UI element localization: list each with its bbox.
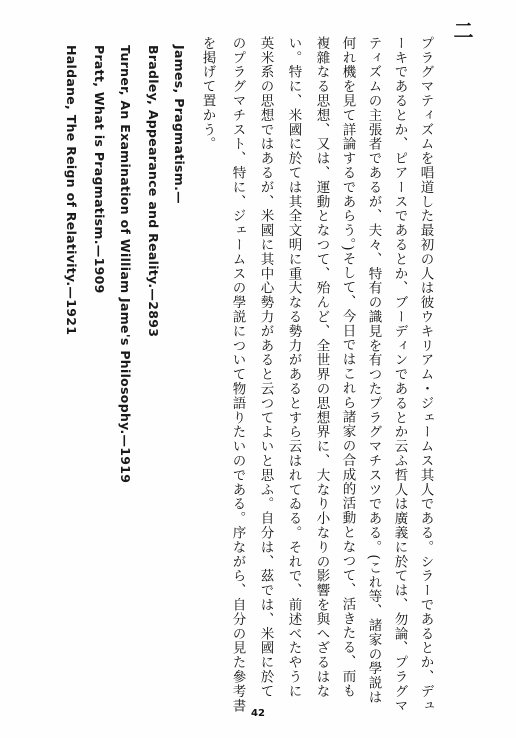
reference-entry: Bradley, Appearance and Reality.—2893 (146, 45, 161, 338)
body-line: のプラグマチスト、特に、ジェームスの學説について物語りたいのである。序ながら、自分の見た參考書 (229, 36, 246, 713)
body-line: 何れ機を見て詳論するであらう。)そして、今日ではこれら諸家の合成的活動となつて、活きたる、而も (339, 36, 356, 698)
body-line: ーキであるとか、ピアースであるとか、ブーディンであるとか云ふ哲人は廣義に於ては、勿論、プラグマ (391, 36, 408, 713)
body-line: を掲げて置かう。 (199, 36, 216, 152)
section-number: 二 (450, 20, 474, 42)
body-line: プラグマティズムを唱道した最初の人は彼ウキリアム・ジェームス其人である。シラーであるとか、デュ (417, 36, 434, 713)
body-line: 複雜なる思想、又は、運動となつて、殆んど、全世界の思想界に、大なり小なりの影響を與へざるはな (313, 36, 330, 699)
reference-entry: James, Pragmatism.— (172, 45, 187, 204)
page-number: 42 (251, 708, 265, 719)
body-line: 英米系の思想ではあるが、米國に其中心勢力があると云つてよいと思ふ。自分は、茲では、米國に於て (257, 36, 274, 699)
body-line: ティズムの主張者であるが、夫々、特有の識見を有つたプラグマチスツである。(これ等、諸家の學説は (365, 36, 382, 705)
reference-entry: Pratt, What is Pragmatism.—1909 (92, 45, 107, 294)
body-line: い。特に、米國に於ては其全文明に重大なる勢力があるとすら云はれてゐる。それで、前述べたやうに (285, 36, 302, 699)
reference-entry: Turner, An Examination of William Jame's Philosophy.—1919 (118, 45, 133, 484)
reference-entry: Haldane, The Reign of Relativity.—1921 (64, 45, 79, 336)
